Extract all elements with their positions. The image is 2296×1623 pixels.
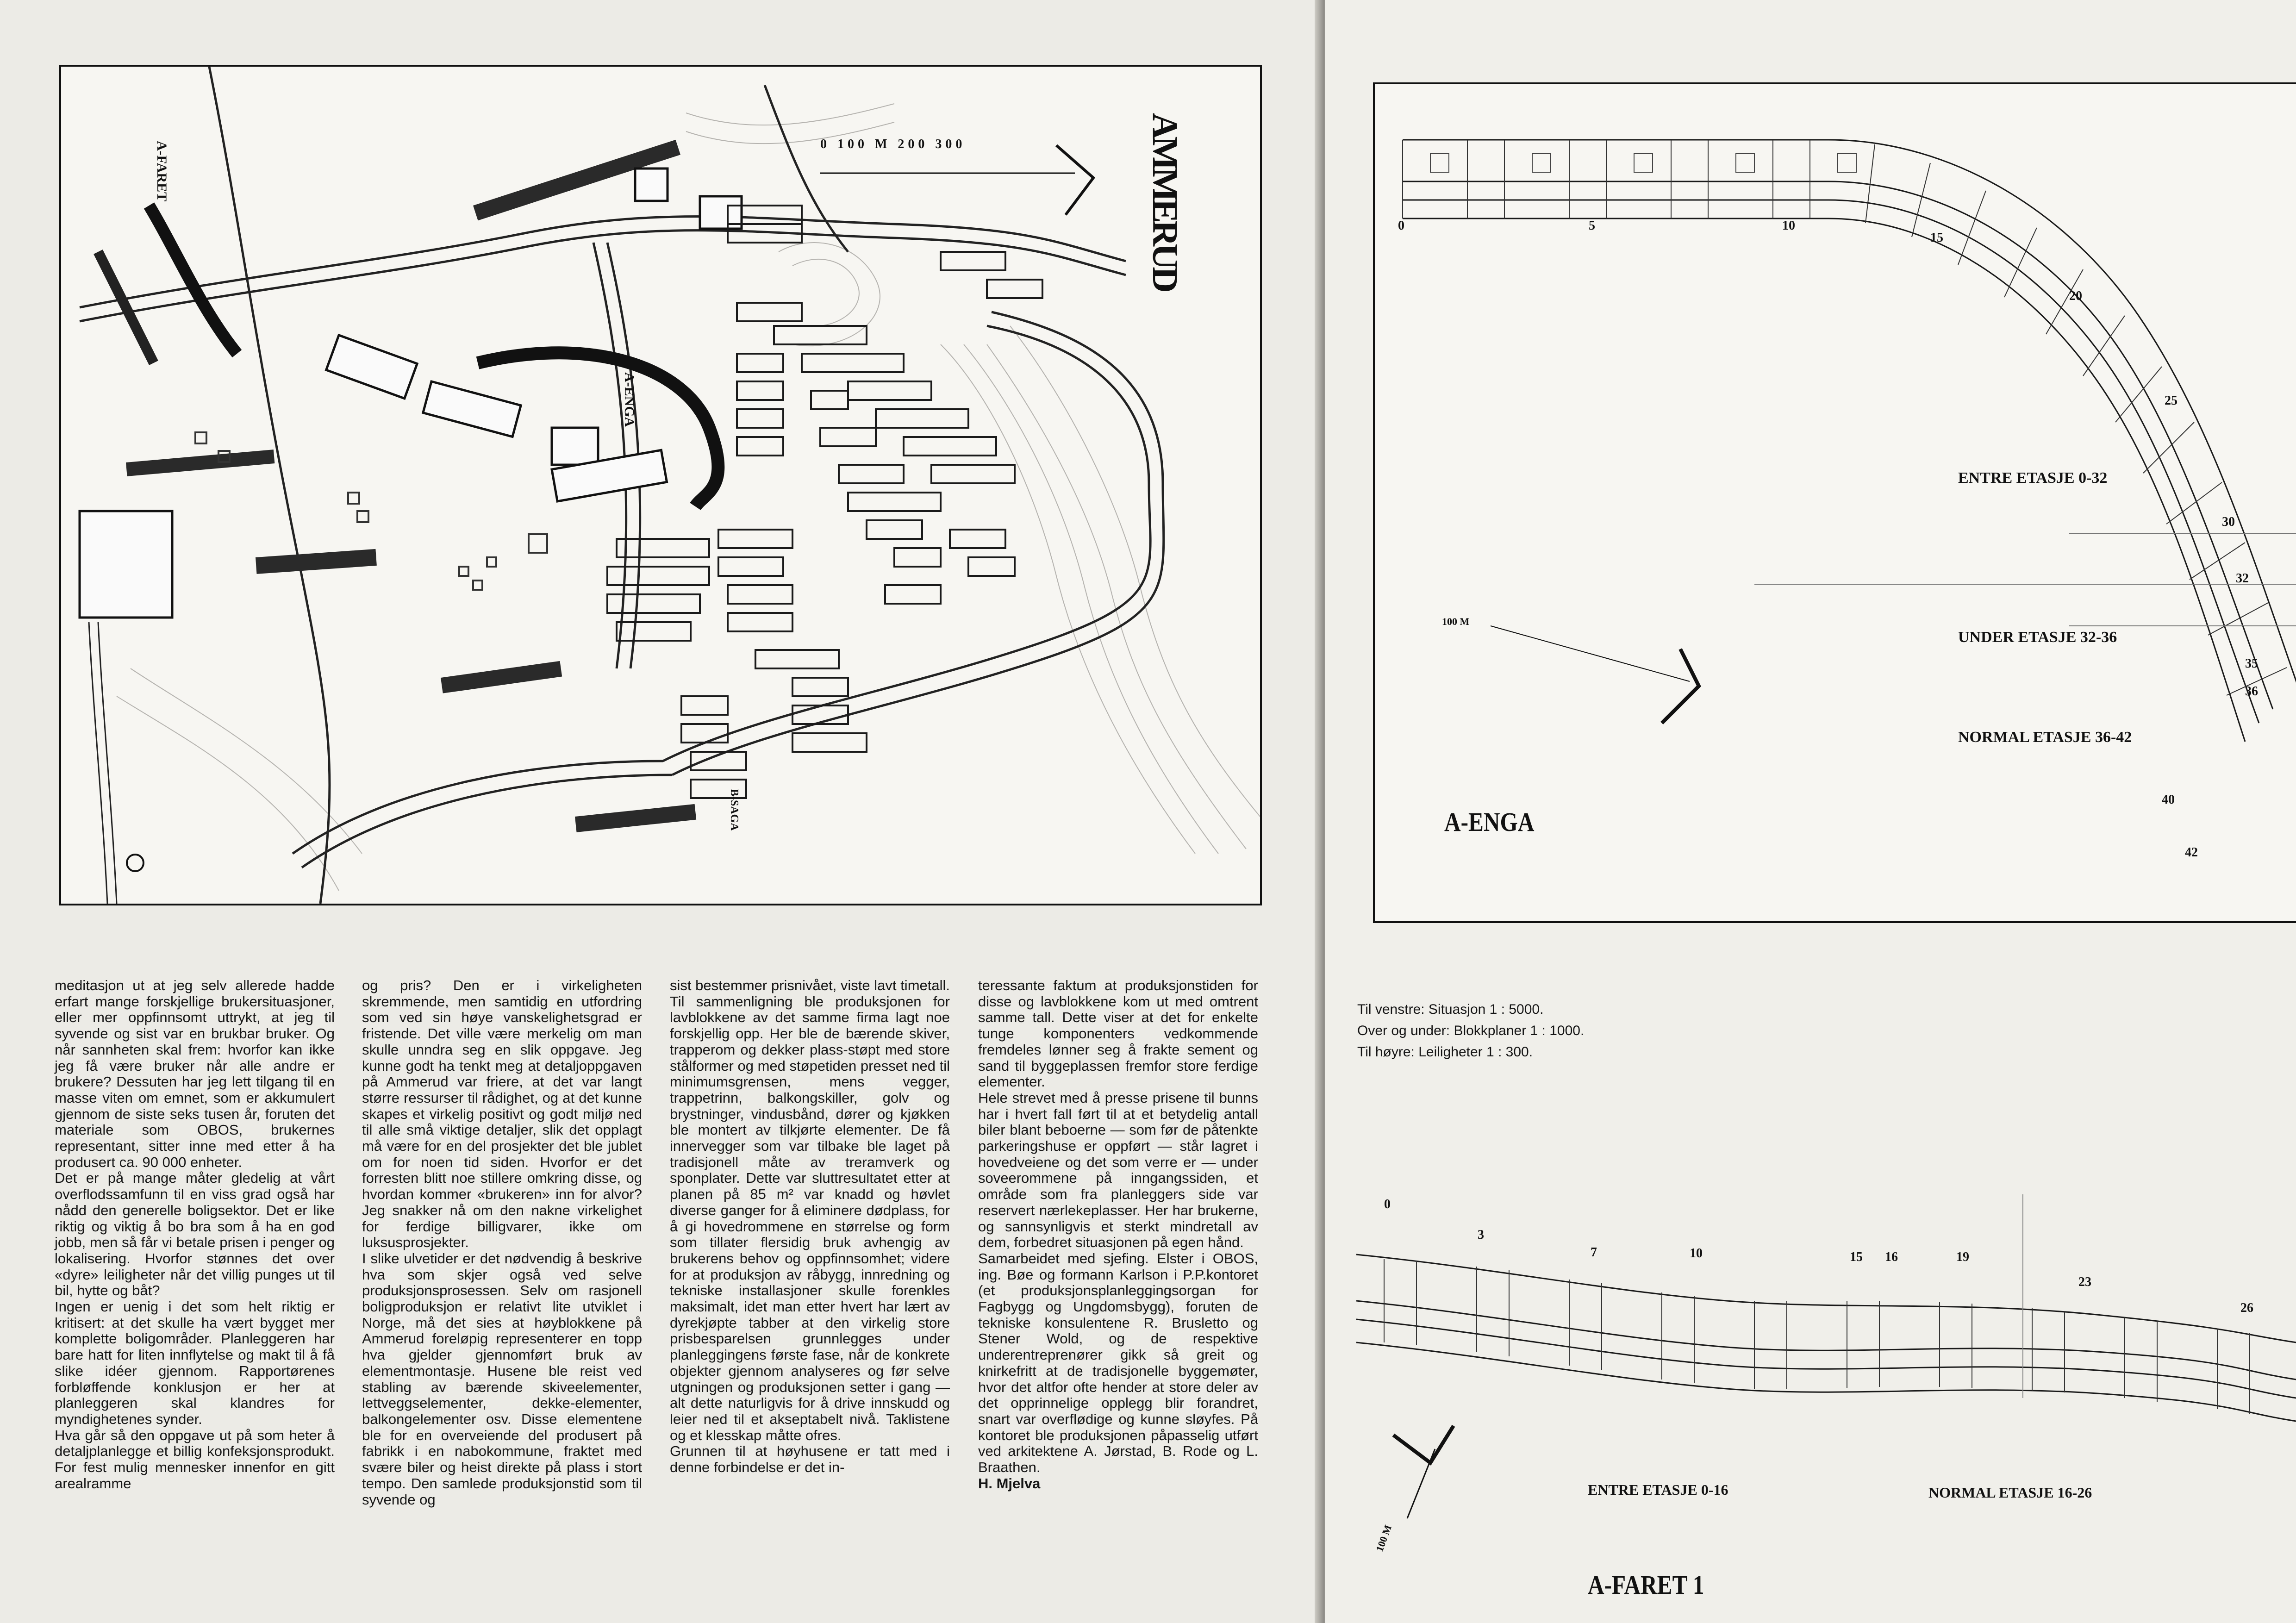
axis-number: 36: [2245, 684, 2258, 699]
axis-number: 0: [1384, 1197, 1391, 1211]
axis-number: 15: [1850, 1250, 1863, 1264]
map-title: AMMERUD: [1145, 113, 1185, 290]
a-enga-scale: 100 M: [1442, 616, 1470, 627]
paragraph: teressante faktum at produksjonstiden for disse og lavblokkene kom ut med omtrent samme tall. Dette viser at det for enkelte tunge komponenters vedkommende fremdeles lønner seg å frakte sement og sand til byggeplassen fremfor store ferdige elementer.: [978, 977, 1258, 1090]
a-faret-title: A-FARET 1: [1588, 1570, 1704, 1600]
floor-label-under: UNDER ETASJE 32-36: [1958, 629, 2117, 646]
axis-number: 32: [2236, 571, 2249, 586]
site-plan-map: [59, 65, 1262, 905]
map-label-a-enga: A-ENGA: [622, 372, 637, 427]
paragraph: Samarbeidet med sjefing. Elster i OBOS, ing. Bøe og formann Karlson i P.P.kontoret (et produksjonsplanleggingsorgan for Fagbygg og Ungdomsbygg), foruten de tekniske konsulentene R. Brusletto og Stener Wold, og de respektive underentreprenører gikk så greit og knirkefritt at de tradisjonelle byggemøter, hvor det altfor ofte hender at store deler av det opprinnelige opplegg blir forandret, snart var overflødige og kunne sløyfes. På kontoret ble produksjonen påpasselig utført ved arkitektene A. Jørstad, B. Rode og L. Braathen.: [978, 1250, 1258, 1476]
paragraph: Det er på mange måter gledelig at vårt overflodssamfunn til en viss grad også har nådd den generelle boligsektor. Det er like riktig og viktig å bo bra som å ha en god jobb, men så får vi betale prisen i penger og lokalisering. Hvorfor stønnes det over «dyre» leiligheter når det villig punges ut til bil, hytte og båt?: [55, 1170, 335, 1299]
row-houses: [607, 206, 1042, 798]
a-enga-plan-drawing: [1375, 84, 2296, 921]
text-column-4: [978, 978, 1258, 1492]
floor-label-entre: ENTRE ETASJE 0-16: [1588, 1481, 1728, 1498]
caption-line: Til venstre: Situasjon 1 : 5000.: [1357, 1002, 1544, 1017]
map-label-a-faret: A-FARET: [154, 141, 169, 202]
paragraph: Grunnen til at høyhusene er tatt med i denne forbindelse er det in-: [670, 1443, 950, 1476]
axis-number: 25: [2165, 393, 2177, 408]
axis-number: 40: [2162, 793, 2175, 807]
map-label-b-saga: B-SAGA: [728, 789, 740, 831]
map-scale: 0 100 M 200 300: [820, 137, 966, 151]
floor-label-entre: ENTRE ETASJE 0-32: [1958, 469, 2108, 487]
paragraph: og pris? Den er i virkeligheten skremmende, men samtidig en utfordring som ved sin høye vanskelighetsgrad er fristende. Det ville være merkelig om man skulle unndra seg en slik oppgave. Jeg kunne godt ha tenkt meg at detaljoppgaven på Ammerud var friere, at det var langt større ressurser til rådighet, og at det kunne skapes et virkelig positivt og godt miljø ned til alle små viktige detaljer, slik det opplagt må være for en del prosjekter det ble jublet om for noen tid siden. Hvorfor er det forresten blitt noe stillere omkring disse, og hvordan kommer «brukeren» inn for alvor? Jeg snakker nå om den nakne virkelighet for ferdige billigvarer, ikke om luksusprosjekter.: [362, 977, 642, 1251]
paragraph: sist bestemmer prisnivået, viste lavt timetall. Til sammenligning ble produksjonen for lavblokkene av det samme firma lagt noe forskjellig opp. Her ble de bærende skiver, trapperom og dekker plass-støpt med store stålformer og med støpetiden presset ned til minimumsgrensen, mens vegger, trappetrinn, balkongskiller, golv og brystninger, vindusbånd, dører og kjøkken ble montert av tilkjørte elementer. De få innervegger som var tilbake ble laget på tradisjonell måte av treramverk og sponplater. Dette var sluttresultatet etter at planen på 85 m² var knadd og høvlet diverse ganger for å eliminere dødplass, for å gi hovedrommene en størrelse og form som tillater flersidig bruk avhengig av brukerens behov og oppfinnsomhet; videre for at produksjon av råbygg, innredning og tekniske installasjoner skulle forenkles maksimalt, idet man etter hvert har lært av dyrekjøpte tabber at den virkelig store prisbesparelsen grunnlegges under planleggingens første fase, når de konkrete objekter gjennom analyseres og før selve utgningen og produksjonen setter i gang — alt dette naturligvis for å drive innskudd og leier ned til et akseptabelt nivå. Taklistene og et klesskap måtte ofres.: [670, 977, 950, 1443]
axis-number: 0: [1398, 218, 1404, 233]
axis-number: 10: [1782, 218, 1795, 233]
axis-number: 5: [1589, 218, 1595, 233]
paragraph: meditasjon ut at jeg selv allerede hadde erfart mange forskjellige brukersituasjoner, eller mer oppfinnsomt uttrykt, at jeg til syvende og sist var en brukbar bruker. Og når sannheten skal frem: hvorfor kan ikke jeg få være bruker når alle andre er brukere? Dessuten har jeg lett tilgang til en masse viten om emnet, som er akkumulert gjennom de siste seks tusen år, foruten det materiale som OBOS, brukernes representant, sitter inne med etter å ha produsert ca. 90 000 enheter.: [55, 977, 335, 1170]
caption-line: Over og under: Blokkplaner 1 : 1000.: [1357, 1023, 1585, 1038]
axis-number: 30: [2222, 515, 2235, 529]
site-plan-drawing: [61, 67, 1260, 904]
axis-number: 19: [1956, 1250, 1969, 1264]
a-enga-title: A-ENGA: [1444, 807, 1535, 837]
axis-number: 15: [1930, 231, 1943, 245]
a-faret-plan-drawing: [1356, 935, 2296, 1623]
floor-label-normal: NORMAL ETASJE 16-26: [1928, 1484, 2092, 1501]
paragraph: Hva går så den oppgave ut på som heter å detaljplanlegge et billig konfeksjonsprodukt. For fest mulig mennesker innenfor en gitt arealramme: [55, 1427, 335, 1492]
axis-number: 26: [2240, 1301, 2253, 1315]
a-enga-block-plan: [1373, 82, 2296, 923]
text-column-2: [362, 978, 642, 1508]
axis-number: 23: [2078, 1275, 2091, 1289]
axis-number: 3: [1478, 1228, 1484, 1242]
text-column-3: [670, 978, 950, 1476]
axis-number: 10: [1690, 1246, 1703, 1261]
floor-label-normal: NORMAL ETASJE 36-42: [1958, 729, 2132, 746]
author-signature: H. Mjelva: [978, 1475, 1041, 1492]
caption-line: Til høyre: Leiligheter 1 : 300.: [1357, 1044, 1533, 1060]
paragraph: I slike ulvetider er det nødvendig å beskrive hva som skjer også ved selve produksjonsprosessen. Selv om rasjonell boligproduksjon er relativt lite utviklet i Norge, må det sies at høyblokkene på Ammerud foreløpig representerer en topp hva gjelder gjennomført bruk av elementmontasje. Husene ble reist ved stabling av bærende skiveelementer, lettveggselementer, dekke-elementer, balkongelementer osv. Disse elementene ble for en overveiende del produsert på fabrikk i en nabokommune, fraktet med svære biler og heist direkte på plass i stort tempo. Den samlede produksjonstid som til syvende og: [362, 1250, 642, 1508]
axis-number: 35: [2245, 656, 2258, 671]
axis-number: 20: [2069, 289, 2082, 303]
text-column-1: [55, 978, 335, 1492]
a-faret-block-plan: [1356, 935, 2296, 1623]
paragraph: Ingen er uenig i det som helt riktig er kritisert: at det skulle ha vært bygget mer komplette boligområder. Planleggeren har bare hatt for liten innflytelse og makt til å få slike idéer gjennom. Rapportørenes forbløffende konklusjon er her at planleggeren skal klandres for myndighetenes synder.: [55, 1298, 335, 1427]
axis-number: 7: [1591, 1245, 1597, 1260]
a-faret-scale: 100 M: [1373, 1523, 1394, 1553]
axis-number: 16: [1885, 1250, 1898, 1264]
axis-number: 42: [2185, 845, 2198, 860]
paragraph: Hele strevet med å presse prisene til bunns har i hvert fall ført til at et betydelig antall biler blant beboerne — som før de påtenkte parkeringshuse er oppført — står lagret i hovedveiene og det som verre er — under soveerommene på inngangssiden, et område som fra planleggers side var reservert nærlekeplasser. Her har brukerne, og sannsynligvis et sterkt mindretall av dem, forbedret situasjonen på egen hånd.: [978, 1089, 1258, 1251]
